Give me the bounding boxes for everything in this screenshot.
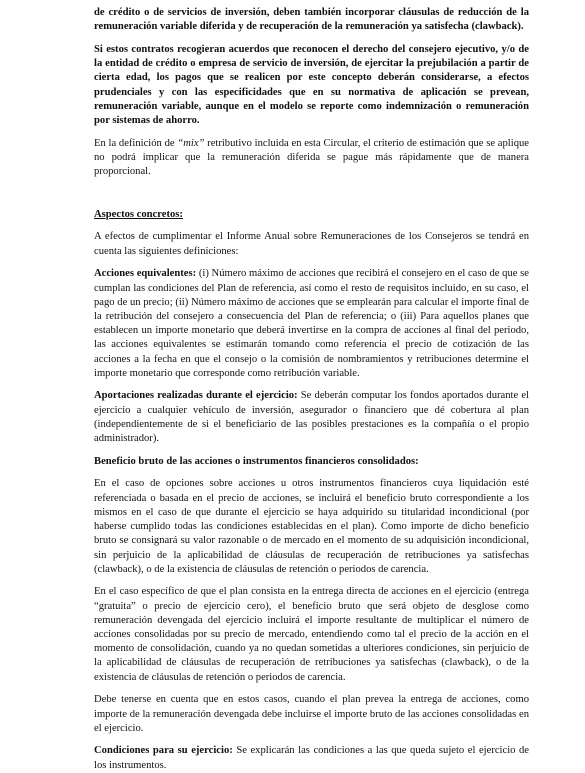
term-condiciones: Condiciones para su ejercicio:	[94, 745, 233, 757]
paragraph-aspectos-intro: A efectos de cumplimentar el Informe Anual sobre Remuneraciones de los Consejeros se tendrá en cuenta las siguientes definiciones:	[94, 231, 529, 257]
definition-aportaciones: Se deberán computar los fondos aportados durante el ejercicio a cualquier vehículo de inversión, asegurador o financiero que dé cobertura al plan (independientemente de si el beneficiario de las posibles prestaciones es la compañía o el propio administrador).	[94, 390, 530, 445]
paragraph-mix-post: retributivo incluida en esta Circular, el criterio de estimación que se aplique no podrá implicar que la remuneración diferida se pague más rápidamente que de manera proporcional.	[94, 137, 529, 178]
paragraph-aportaciones	[94, 389, 529, 446]
paragraph-acciones-equivalentes	[94, 267, 529, 381]
paragraph-condiciones	[94, 744, 529, 772]
paragraph-mix	[94, 137, 529, 180]
paragraph-mix-pre: En la definición de	[94, 137, 178, 149]
section-heading-aspectos-text: Aspectos concretos:	[94, 208, 183, 220]
term-acciones-equivalentes: Acciones equivalentes:	[94, 268, 197, 280]
heading-beneficio-bruto	[94, 455, 529, 469]
paragraph-clawback-text: de crédito o de servicios de inversión, deben también incorporar cláusulas de reducción de la remuneración variable diferida y de recuperación de la remuneración ya satisfecha (clawback).	[94, 7, 529, 33]
definition-condiciones: Se explicarán las condiciones a las que queda sujeto el ejercicio de los instrumentos.	[94, 745, 529, 771]
definition-acciones-equivalentes: (i) Número máximo de acciones que recibirá el consejero en el caso de que se cumplan las condiciones del Plan de referencia, así como el resto de requisitos incluido, en su caso, el pago de un precio; (ii) Número máximo de acciones que se emplearán para calcular el importe final de la retribución del consejero a consecuencia del Plan de referencia; o (iii) Para aquellos planes que establecen un importe monetario que deberá invertirse en la compra de acciones al final del periodo, las acciones equivalentes se estimarán tomando como referencia el precio de cotización de las acciones a la fecha en que el consejo o la comisión de nombramientos y retribuciones determine el importe monetario que corresponde como retribución variable.	[94, 268, 529, 379]
paragraph-beneficio-entrega-directa: En el caso específico de que el plan consista en la entrega directa de acciones en el ejercicio (entrega “gratuita” o precio de ejercicio cero), el beneficio bruto que será objeto de desglose como remuneración devengada del ejercicio incluirá el importe resultante de multiplicar el número de acciones consolidadas por su precio de mercado, entendiendo como tal el precio de la acción en el momento de consolidación, cuando ya no quedan sometidas a ulteriores condiciones, sin perjuicio de la aplicabilidad de cláusulas de recuperación de retribuciones ya satisfechas (clawback), o de la existencia de cláusulas de retención o periodos de carencia.	[94, 586, 529, 683]
paragraph-clawback	[94, 6, 529, 34]
term-aportaciones: Aportaciones realizadas durante el ejercicio:	[94, 390, 298, 402]
paragraph-prejubilacion	[94, 43, 529, 128]
paragraph-mix-term: “mix”	[177, 137, 205, 149]
section-spacer	[94, 188, 529, 208]
section-heading-aspectos	[94, 208, 529, 222]
paragraph-beneficio-opciones: En el caso de opciones sobre acciones u otros instrumentos financieros cuya liquidación esté referenciada o basada en el precio de acciones, se incluirá el beneficio bruto correspondiente a los mismos en el caso de que durante el ejercicio se haya adquirido su titularidad incondicional (por haberse cumplido todas las condiciones establecidas en el plan). Como importe de dicho beneficio bruto se consignará su valor razonable o de mercado en el momento de su adquisición incondicional, sin perjuicio de la aplicabilidad de cláusulas de recuperación de retribuciones ya satisfechas (clawback), o de la existencia de cláusulas de retención o periodos de carencia.	[94, 478, 529, 575]
paragraph-prejubilacion-text: Si estos contratos recogieran acuerdos que reconocen el derecho del consejero ejecutivo, y/o de la entidad de crédito o empresa de servicio de inversión, de ejercitar la prejubilación a partir de cierta edad, los pagos que se realicen por este concepto deberán considerarse, a efectos prudenciales y con las especificidades que en su normativa de aplicación se prevean, remuneración variable, aunque en el modelo se reporte como indemnización o remuneración por sistemas de ahorro.	[94, 43, 529, 126]
paragraph-beneficio-importe: Debe tenerse en cuenta que en estos casos, cuando el plan prevea la entrega de acciones, como importe de la remuneración devengada debe incluirse el importe bruto de las acciones consolidadas en el ejercicio.	[94, 694, 529, 734]
heading-beneficio-bruto-text: Beneficio bruto de las acciones o instrumentos financieros consolidados:	[94, 455, 419, 467]
